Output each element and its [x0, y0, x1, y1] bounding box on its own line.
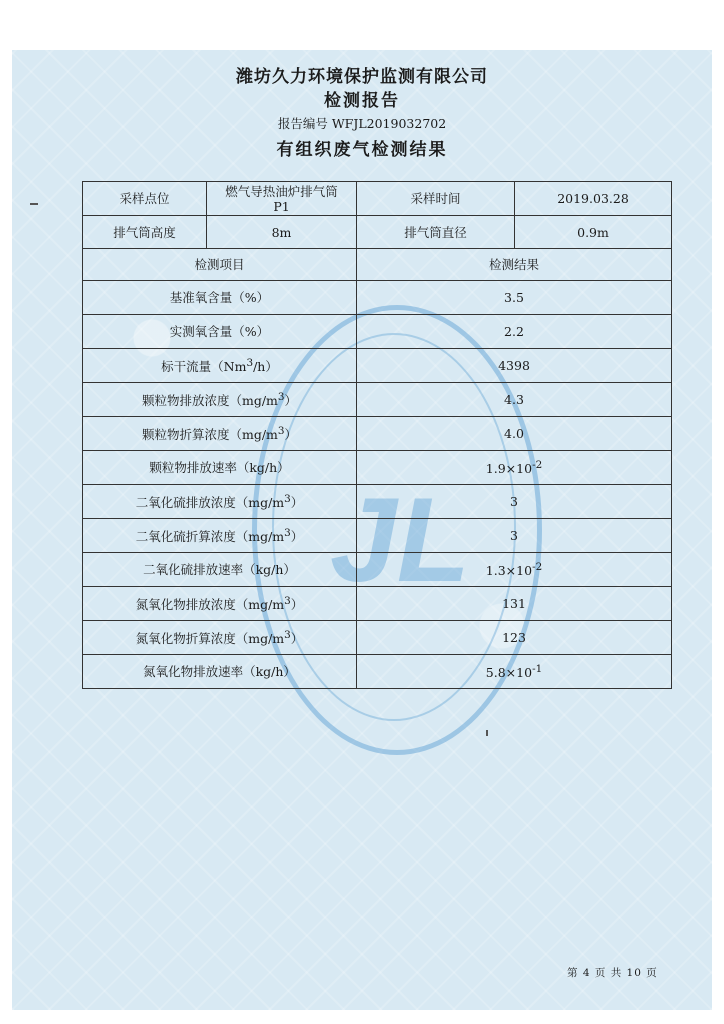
item-name-sup: 3	[277, 391, 285, 404]
item-name-tail: ）	[284, 427, 298, 443]
result-value: 4398	[357, 349, 672, 383]
item-name: 颗粒物排放速率（kg/h）	[83, 451, 357, 485]
result-value: 123	[357, 621, 672, 655]
item-name-tail: ）	[290, 597, 304, 613]
scan-mark	[486, 730, 488, 736]
item-name-tail: ）	[290, 495, 304, 511]
item-name	[83, 485, 357, 519]
item-name-main: 颗粒物排放浓度（mg/m	[141, 393, 278, 409]
result-value: 3	[357, 519, 672, 553]
sampling-point-label: 采样点位	[83, 182, 207, 216]
item-name-sup: 3	[284, 595, 291, 608]
item-name-main: 二氧化硫折算浓度（mg/m	[135, 529, 285, 545]
item-name-tail: ）	[290, 529, 304, 545]
result-value-main: 1.3×10	[485, 563, 533, 579]
item-name-sup: 3	[284, 527, 291, 540]
table-row	[83, 281, 672, 315]
item-name	[83, 519, 357, 553]
scan-mark	[30, 203, 38, 205]
item-name-sup: 3	[284, 493, 291, 506]
result-value-main: 5.8×10	[485, 665, 533, 681]
item-name-main: 氮氧化物折算浓度（mg/m	[135, 631, 285, 647]
table-row	[83, 519, 672, 553]
column-header-result: 检测结果	[357, 249, 672, 281]
table-row	[83, 216, 672, 249]
table-row	[83, 349, 672, 383]
page-number: 第 4 页 共 10 页	[567, 967, 658, 979]
sampling-time-value: 2019.03.28	[515, 182, 672, 216]
table-row	[83, 182, 672, 216]
sampling-time-label: 采样时间	[357, 182, 515, 216]
company-logo-watermark: JL	[330, 473, 471, 607]
item-name-tail: ）	[290, 631, 304, 647]
stack-height-label: 排气筒高度	[83, 216, 207, 249]
table-row	[83, 621, 672, 655]
item-name-tail: /h）	[253, 359, 278, 375]
item-name: 氮氧化物排放速率（kg/h）	[83, 655, 357, 689]
result-value: 3	[357, 485, 672, 519]
item-name-main: 颗粒物折算浓度（mg/m	[141, 427, 278, 443]
item-name	[83, 349, 357, 383]
item-name-main: 二氧化硫排放浓度（mg/m	[135, 495, 285, 511]
table-row	[83, 417, 672, 451]
result-value-exponent: -2	[532, 459, 543, 472]
result-value: 131	[357, 587, 672, 621]
company-name: 潍坊久力环境保护监测有限公司	[236, 67, 488, 87]
table-row	[83, 553, 672, 587]
stack-diameter-label: 排气筒直径	[357, 216, 515, 249]
result-value: 4.0	[357, 417, 672, 451]
result-value: 4.3	[357, 383, 672, 417]
item-name-tail: ）	[284, 393, 298, 409]
table-row	[83, 315, 672, 349]
result-value-exponent: -1	[532, 663, 543, 676]
report-number-value: WFJL2019032702	[331, 116, 447, 131]
report-number-label: 报告编号	[277, 116, 328, 131]
item-name: 二氧化硫排放速率（kg/h）	[83, 553, 357, 587]
item-name-sup: 3	[246, 357, 254, 370]
table-row	[83, 655, 672, 689]
table-row	[83, 383, 672, 417]
item-name	[83, 417, 357, 451]
item-name: 基准氧含量（%）	[83, 281, 357, 315]
report-title: 检测报告	[324, 91, 400, 111]
result-value: 2.2	[357, 315, 672, 349]
stack-diameter-value: 0.9m	[515, 216, 672, 249]
table-row	[83, 587, 672, 621]
result-value	[357, 655, 672, 689]
result-value-main: 1.9×10	[485, 461, 533, 477]
result-value: 3.5	[357, 281, 672, 315]
result-value	[357, 451, 672, 485]
item-name-main: 标干流量（Nm	[161, 359, 247, 375]
result-value	[357, 553, 672, 587]
item-name	[83, 587, 357, 621]
sampling-point-value-line1: 燃气导热油炉排气筒	[225, 183, 338, 199]
item-name	[83, 621, 357, 655]
table-row	[83, 451, 672, 485]
item-name-main: 氮氧化物排放浓度（mg/m	[135, 597, 285, 613]
item-name-sup: 3	[277, 425, 285, 438]
report-number	[0, 114, 724, 132]
results-table	[82, 181, 672, 689]
side-seal	[702, 500, 724, 560]
table-header-row	[83, 249, 672, 281]
section-title: 有组织废气检测结果	[276, 140, 448, 160]
item-name-sup: 3	[284, 629, 291, 642]
column-header-item: 检测项目	[83, 249, 357, 281]
sampling-point-value-line2: P1	[273, 198, 290, 214]
sampling-point-value	[207, 182, 357, 216]
table-row	[83, 485, 672, 519]
item-name	[83, 383, 357, 417]
stack-height-value: 8m	[207, 216, 357, 249]
item-name: 实测氧含量（%）	[83, 315, 357, 349]
result-value-exponent: -2	[532, 561, 543, 574]
